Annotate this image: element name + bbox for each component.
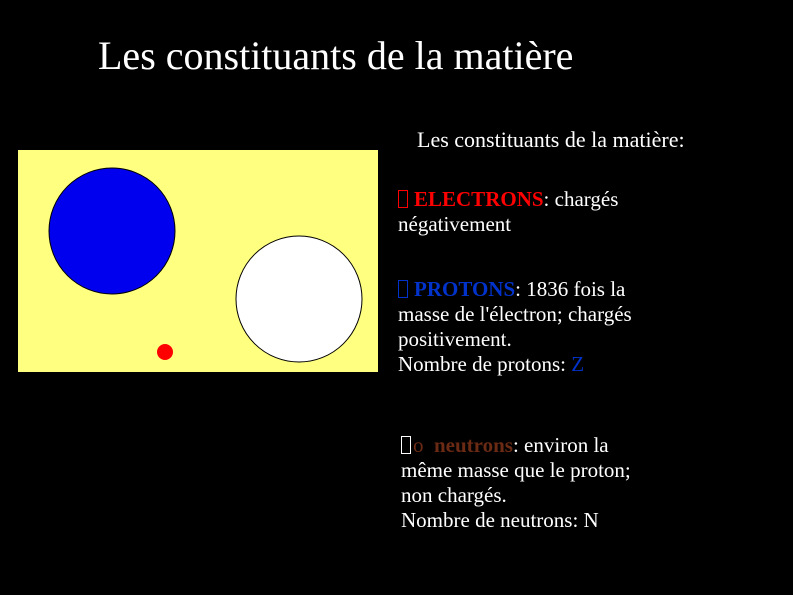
bullet-box-icon xyxy=(398,280,408,298)
neutrons-item xyxy=(401,433,631,533)
white-sphere xyxy=(236,236,362,362)
protons-desc: : 1836 fois la xyxy=(515,277,626,301)
neutrons-line-3: non chargés. xyxy=(401,483,507,507)
protons-count-symbol: Z xyxy=(571,352,585,376)
red-dot xyxy=(157,344,173,360)
protons-line-2: masse de l'électron; chargés xyxy=(398,302,632,326)
protons-name: PROTONS xyxy=(414,277,516,301)
protons-count-label: Nombre de protons: xyxy=(398,352,572,376)
section-heading: Les constituants de la matière: xyxy=(417,127,685,152)
neutrons-name: neutrons xyxy=(434,433,513,457)
bullet-box-icon xyxy=(401,436,411,454)
protons-line-1 xyxy=(398,277,632,302)
protons-item xyxy=(398,277,632,377)
electrons-name: ELECTRONS xyxy=(414,187,544,211)
electrons-item xyxy=(398,187,618,237)
bullet-box-icon xyxy=(398,190,408,208)
neutrons-line-2: même masse que le proton; xyxy=(401,458,631,482)
neutrons-line-4: Nombre de neutrons: N xyxy=(401,508,599,532)
electrons-line-1 xyxy=(398,187,618,212)
slide-title: Les constituants de la matière xyxy=(98,33,574,78)
protons-line-4 xyxy=(398,352,632,377)
neutrons-desc: : environ la xyxy=(512,433,609,457)
particle-illustration xyxy=(18,150,378,372)
blue-sphere xyxy=(49,168,175,294)
neutrons-prefix: o xyxy=(413,433,424,457)
neutrons-line-1 xyxy=(401,433,631,458)
electrons-line-2: négativement xyxy=(398,212,512,236)
electrons-desc: : chargés xyxy=(543,187,619,211)
protons-line-3: positivement. xyxy=(398,327,512,351)
